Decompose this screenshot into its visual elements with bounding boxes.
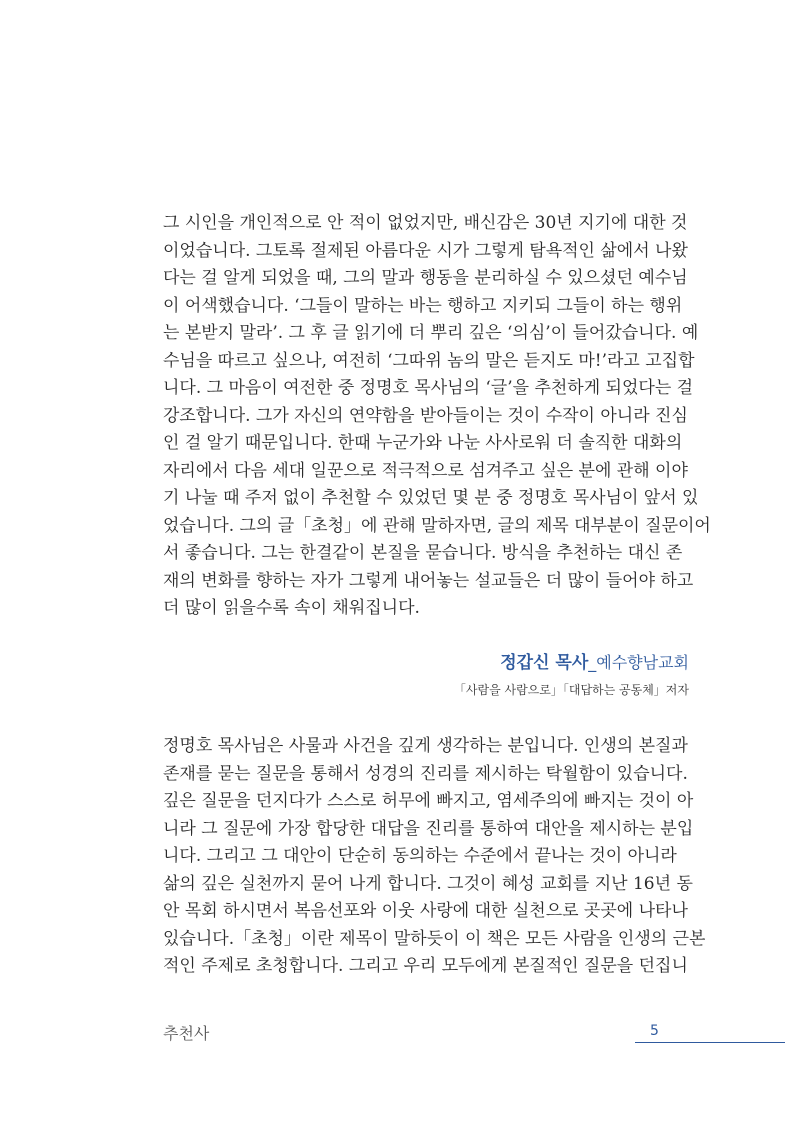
text-line: 강조합니다. 그가 자신의 연약함을 받아들이는 것이 수작이 아니라 진심 xyxy=(163,405,688,426)
text-line: 이 어색했습니다. ‘그들이 말하는 바는 행하고 지키되 그들이 하는 행위 xyxy=(163,295,683,316)
text-line: 정명호 목사님은 사물과 사건을 깊게 생각하는 분입니다. 인생의 본질과 xyxy=(163,736,688,756)
text-line: 기 나눌 때 주저 없이 추천할 수 있었던 몇 분 중 정명호 목사님이 앞서 있 xyxy=(163,488,699,508)
text-line: 는 본받지 말라’. 그 후 글 읽기에 더 뿌리 깊은 ‘의심’이 들어갔습니다. 예 xyxy=(163,323,699,343)
footer-rule xyxy=(635,1042,785,1043)
text-line: 니라 그 질문에 가장 합당한 대답을 진리를 통하여 대안을 제시하는 분입 xyxy=(163,818,694,839)
text-line: 인 걸 알기 때문입니다. 한때 누군가와 나눈 사사로워 더 솔직한 대화의 xyxy=(163,433,683,453)
text-line: 삶의 깊은 실천까지 묻어 나게 합니다. 그것이 혜성 교회를 지난 16년 동 xyxy=(163,873,693,894)
text-line: 그 시인을 개인적으로 안 적이 없었지만, 배신감은 30년 지기에 대한 것 xyxy=(163,213,688,233)
text-line: 안 목회 하시면서 복음선포와 이웃 사랑에 대한 실천으로 곳곳에 나타나 xyxy=(163,901,688,921)
text-line: 있습니다.「초청」이란 제목이 말하듯이 이 책은 모든 사람을 인생의 근본 xyxy=(163,928,706,949)
text-line: 다는 걸 알게 되었을 때, 그의 말과 행동을 분리하실 수 있으셨던 예수님 xyxy=(163,268,688,288)
text-line: 니다. 그리고 그 대안이 단순히 동의하는 수준에서 끝나는 것이 아니라 xyxy=(163,846,677,866)
signature-name: 정갑신 목사 xyxy=(500,653,589,673)
text-line: 이었습니다. 그토록 절제된 아름다운 시가 그렇게 탐욕적인 삶에서 나왔 xyxy=(163,240,688,261)
text-line: 니다. 그 마음이 여전한 중 정명호 목사님의 ‘글’을 추천하게 되었다는 걸 xyxy=(163,378,694,398)
page-number: 5 xyxy=(650,1023,659,1039)
recommendation-paragraph-1 xyxy=(163,210,711,623)
text-line: 더 많이 읽을수록 속이 채워집니다. xyxy=(163,598,420,618)
footer-section-label: 추천사 xyxy=(163,1024,210,1043)
text-line: 적인 주제로 초청합니다. 그리고 우리 모두에게 본질적인 질문을 던집니 xyxy=(163,956,688,976)
signature-role: _예수향남교회 xyxy=(588,653,689,672)
text-line: 수님을 따르고 싶으나, 여전히 ‘그따위 놈의 말은 듣지도 마!’라고 고집합 xyxy=(163,350,695,371)
text-line: 깊은 질문을 던지다가 스스로 허무에 빠지고, 염세주의에 빠지는 것이 아 xyxy=(163,791,694,811)
signature-line xyxy=(500,648,689,673)
recommendation-paragraph-2 xyxy=(163,733,706,981)
text-line: 자리에서 다음 세대 일꾼으로 적극적으로 섬겨주고 싶은 분에 관해 이야 xyxy=(163,460,688,481)
text-line: 재의 변화를 향하는 자가 그렇게 내어놓는 설교들은 더 많이 들어야 하고 xyxy=(163,570,694,591)
text-line: 었습니다. 그의 글「초청」에 관해 말하자면, 글의 제목 대부분이 질문이어 xyxy=(163,515,711,536)
text-line: 존재를 묻는 질문을 통해서 성경의 진리를 제시하는 탁월함이 있습니다. xyxy=(163,763,688,784)
signature-books: 「사람을 사람으로」「대답하는 공동체」저자 xyxy=(453,683,689,697)
text-line: 서 좋습니다. 그는 한결같이 본질을 묻습니다. 방식을 추천하는 대신 존 xyxy=(163,543,683,563)
